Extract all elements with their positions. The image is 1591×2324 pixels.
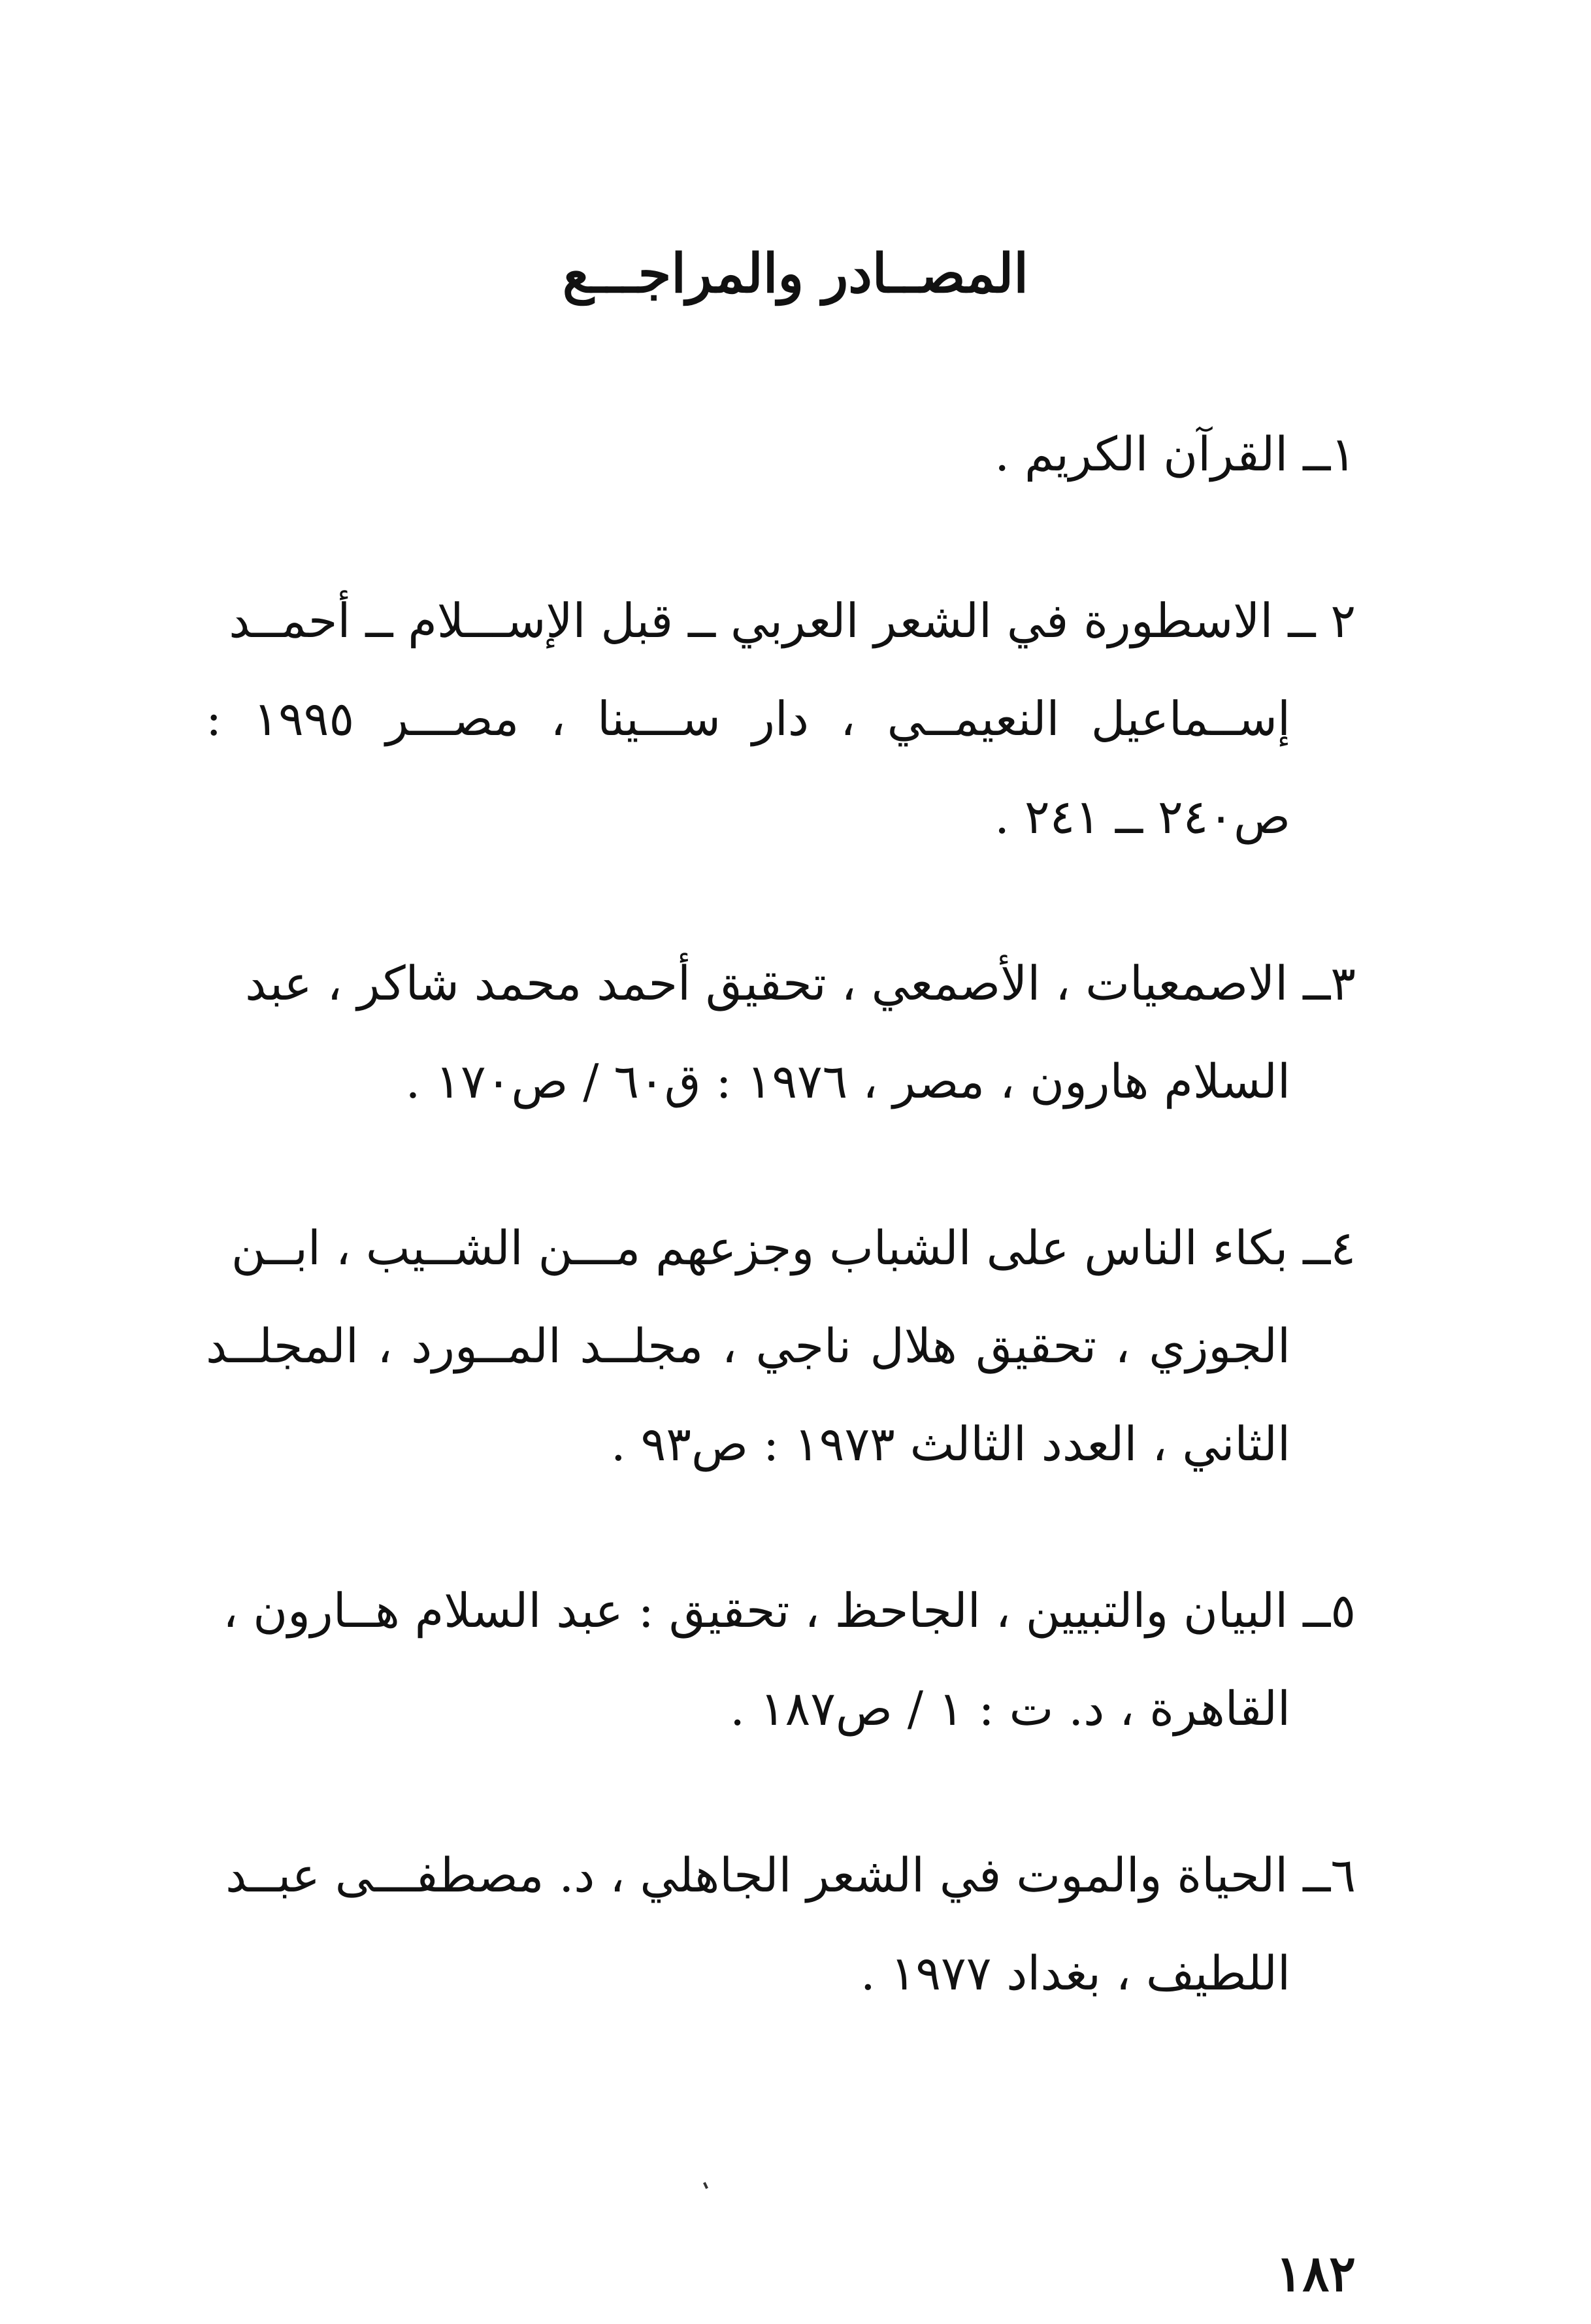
reference-item-4 [206, 1199, 1356, 1493]
page-title: المصــادر والمراجـــع [562, 242, 1029, 305]
reference-first-line [206, 572, 1356, 670]
reference-item-6 [206, 1826, 1356, 2022]
reference-number: ٤ــ [1303, 1220, 1356, 1275]
reference-number: ٣ــ [1303, 956, 1356, 1011]
reference-item-3 [206, 934, 1356, 1130]
reference-number: ١ــ [1303, 427, 1356, 482]
reference-number: ٢ ــ [1288, 593, 1356, 648]
references-list [206, 405, 1356, 2091]
reference-text: الاصمعيات ، الأصمعي ، تحقيق أحمد محمد شاكر ، عبد [245, 956, 1288, 1011]
reference-text: الحياة والموت في الشعر الجاهلي ، د. مصطفـــى عبــد [225, 1848, 1288, 1903]
reference-item-2 [206, 572, 1356, 866]
reference-number: ٥ــ [1303, 1583, 1356, 1638]
reference-number: ٦ــ [1303, 1848, 1356, 1903]
reference-first-line [206, 1562, 1356, 1660]
reference-continuation: السلام هارون ، مصر ، ١٩٧٦ : ق٦٠ / ص١٧٠ . [405, 1054, 1290, 1109]
reference-text: القرآن الكريم . [994, 427, 1288, 482]
reference-continuation: الجوزي ، تحقيق هلال ناجي ، مجلــد المــورد ، المجلــد الثاني ، العدد الثالث ١٩٧٣ : ص٩٣ . [206, 1318, 1290, 1471]
reference-text: بكاء الناس على الشباب وجزعهم مـــن الشــيب ، ابــن [231, 1220, 1288, 1275]
reference-continuation: اللطيف ، بغداد ١٩٧٧ . [860, 1946, 1290, 2001]
reference-first-line [206, 934, 1356, 1032]
reference-item-1 [206, 405, 1356, 503]
reference-continuation: القاهرة ، د. ت : ١ / ص١٨٧ . [730, 1681, 1290, 1736]
reference-continuation: إســماعيل النعيمــي ، دار ســـينا ، مصـــر ١٩٩٥ : ص٢٤٠ ــ ٢٤١ . [206, 691, 1290, 844]
reference-text: البيان والتبيين ، الجاحظ ، تحقيق : عبد السلام هــارون ، [223, 1583, 1288, 1638]
scan-speck [703, 2182, 708, 2189]
reference-item-5 [206, 1562, 1356, 1758]
reference-first-line [206, 1199, 1356, 1297]
reference-text: الاسطورة في الشعر العربي ــ قبل الإســـلام ــ أحمــد [229, 593, 1273, 648]
reference-first-line [206, 405, 1356, 503]
reference-first-line [206, 1826, 1356, 1924]
page-number: ١٨٢ [1275, 2244, 1356, 2302]
